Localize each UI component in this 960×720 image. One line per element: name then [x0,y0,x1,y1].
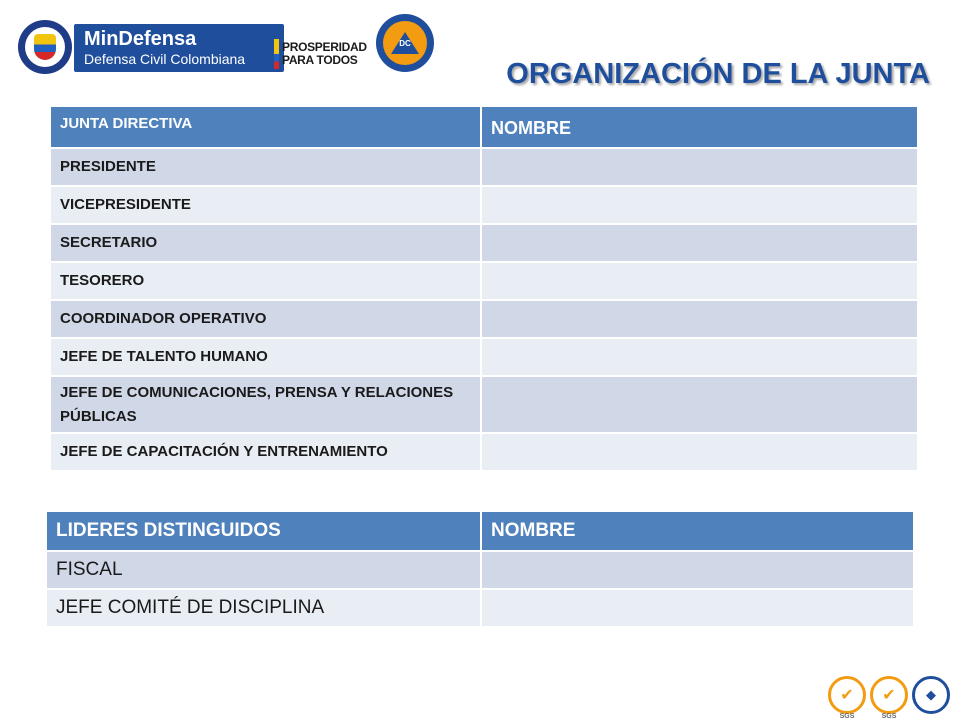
defensa-civil-emblem [376,14,434,72]
colombia-seal-logo [18,20,72,74]
role-cell: SECRETARIO [50,224,481,262]
name-cell[interactable] [481,300,918,338]
role-cell: VICEPRESIDENTE [50,186,481,224]
mindefensa-logo [74,24,284,72]
table-row [50,433,918,471]
sgs-label: SGS [839,713,855,720]
role-cell: JEFE COMITÉ DE DISCIPLINA [46,589,481,627]
role-cell: COORDINADOR OPERATIVO [50,300,481,338]
role-cell: FISCAL [46,551,481,589]
prosperidad-logo [274,34,374,74]
name-cell[interactable] [481,148,918,186]
slogan-line1: PROSPERIDAD [282,40,367,54]
name-cell[interactable] [481,589,914,627]
role-cell: JEFE DE CAPACITACIÓN Y ENTRENAMIENTO [50,433,481,471]
name-cell[interactable] [481,262,918,300]
sgs-cert-icon: ✔ SGS [828,676,866,714]
role-cell: TESORERO [50,262,481,300]
name-cell[interactable] [481,224,918,262]
table-row [50,376,918,433]
page-title: ORGANIZACIÓN DE LA JUNTA [506,58,930,90]
junta-header-name: NOMBRE [481,106,918,148]
role-cell: JEFE DE TALENTO HUMANO [50,338,481,376]
logo-subtitle: Defensa Civil Colombiana [84,51,246,67]
table-row [50,300,918,338]
table-row [50,262,918,300]
table-row [50,224,918,262]
name-cell[interactable] [481,551,914,589]
table-row [50,338,918,376]
sgs-label: SGS [881,713,897,720]
junta-directiva-table [49,105,919,472]
certification-logos [828,676,950,720]
name-cell[interactable] [481,186,918,224]
table-row [50,186,918,224]
table-row [46,589,914,627]
sgs-cert-icon: ✔ SGS [870,676,908,714]
dc-mark: DC [399,39,411,48]
name-cell[interactable] [481,376,918,433]
quality-cert-icon: ◆ [912,676,950,714]
role-cell: PRESIDENTE [50,148,481,186]
table-row [50,148,918,186]
table-row [46,551,914,589]
lideres-header-name: NOMBRE [481,511,914,551]
logo-title: MinDefensa [84,28,197,50]
lideres-distinguidos-table [45,510,915,628]
junta-header-role: JUNTA DIRECTIVA [50,106,481,148]
name-cell[interactable] [481,338,918,376]
role-cell: JEFE DE COMUNICACIONES, PRENSA Y RELACIONES PÚBLICAS [50,376,481,433]
name-cell[interactable] [481,433,918,471]
slogan-line2: PARA TODOS [282,53,358,67]
lideres-header-role: LIDERES DISTINGUIDOS [46,511,481,551]
